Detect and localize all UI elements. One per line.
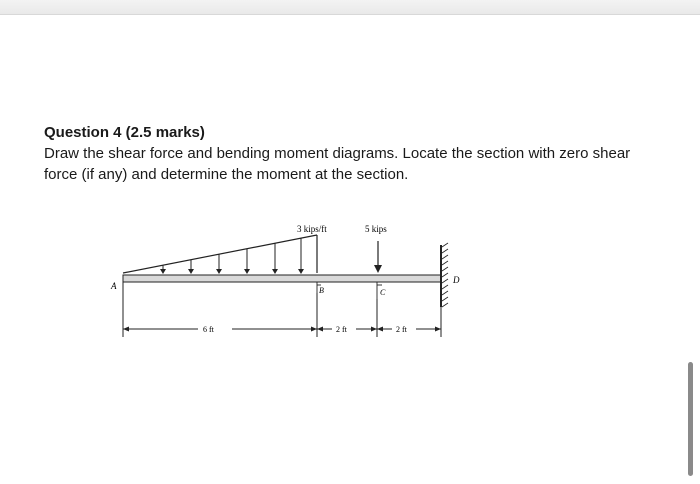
point-load-label: 5 kips <box>365 224 387 234</box>
point-c-label: C <box>380 288 386 297</box>
point-a-label: A <box>111 281 117 291</box>
window-top-bar <box>0 0 700 15</box>
point-load-arrow <box>374 241 382 273</box>
load-label: 3 kips/ft <box>297 224 327 234</box>
point-d-label: D <box>453 275 460 285</box>
dimension-lines <box>123 282 441 337</box>
question-block <box>44 122 684 185</box>
dimension-bc-label: 2 ft <box>336 325 347 334</box>
question-text-line-1: Draw the shear force and bending moment diagrams. Locate the section with zero shear <box>44 145 631 162</box>
beam <box>123 275 441 282</box>
dimension-ab-label: 6 ft <box>203 325 214 334</box>
dimension-cd-label: 2 ft <box>396 325 407 334</box>
section-marks <box>317 282 382 299</box>
question-text-line-2: force (if any) and determine the moment at the section. <box>44 166 409 183</box>
question-title: Question 4 (2.5 marks) <box>44 124 205 141</box>
point-b-label: B <box>319 286 324 295</box>
fixed-support-d <box>441 243 448 307</box>
vertical-scrollbar[interactable] <box>688 362 693 476</box>
beam-diagram <box>105 215 475 345</box>
distributed-load <box>123 235 317 274</box>
